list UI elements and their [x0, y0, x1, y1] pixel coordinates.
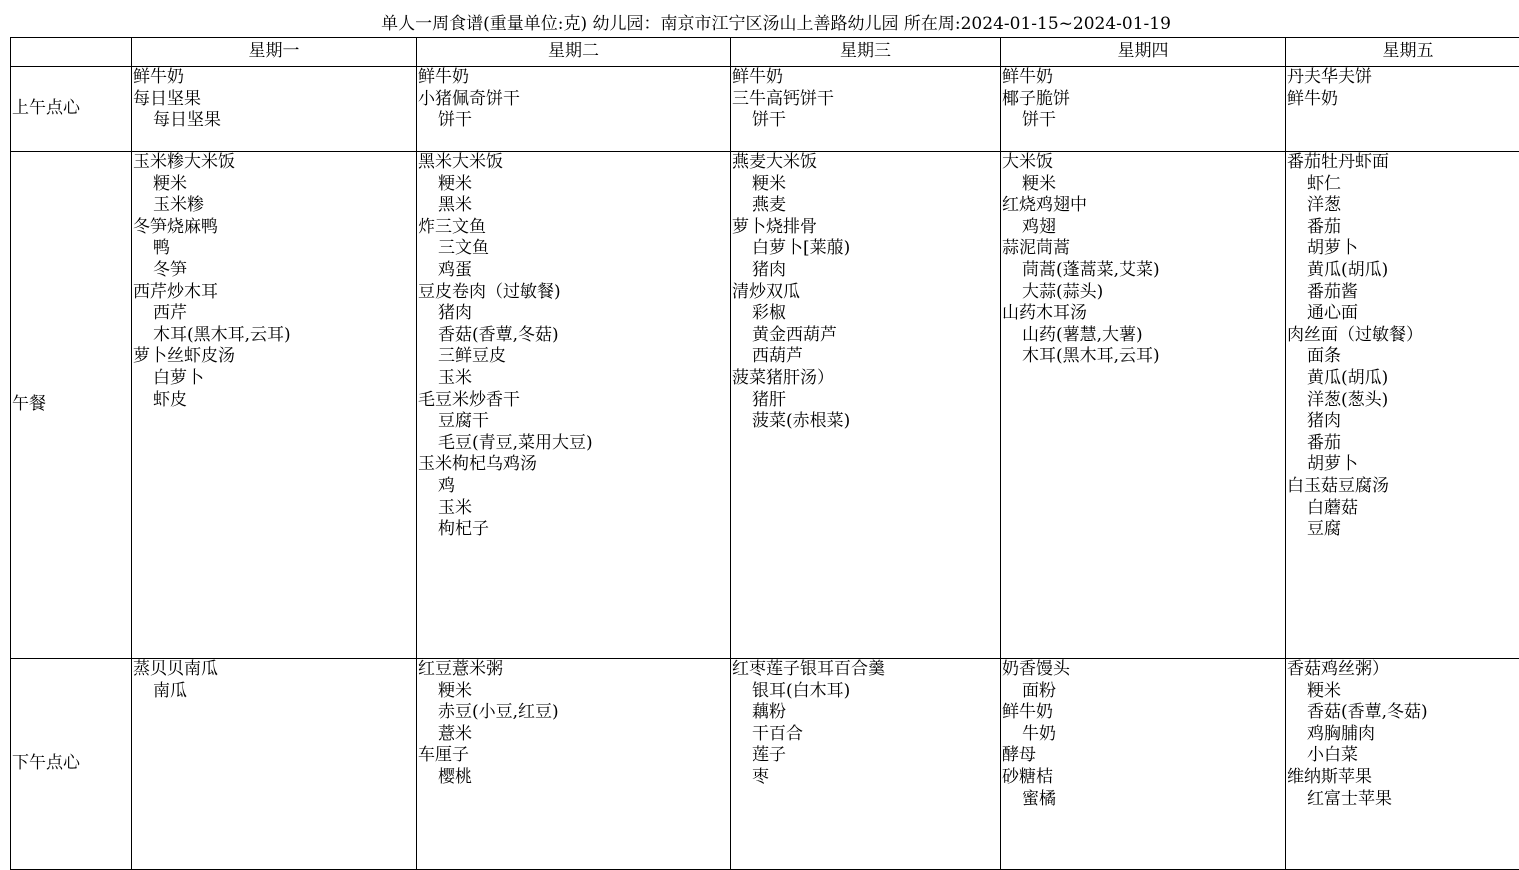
ingredient: 粳米 — [418, 681, 730, 703]
dish-name: 玉米糁大米饭 — [133, 152, 416, 174]
day-header: 星期三 — [731, 38, 1001, 67]
dish-name: 大米饭 — [1002, 152, 1285, 174]
ingredient: 鸭 — [133, 238, 416, 260]
ingredient: 莲子 — [732, 745, 1000, 767]
dish-name: 冬笋烧麻鸭 — [133, 217, 416, 239]
ingredient: 每日坚果 — [133, 110, 416, 132]
dish-name: 炸三文鱼 — [418, 217, 730, 239]
meal-row — [11, 152, 1519, 659]
dish-name: 鲜牛奶 — [1002, 67, 1285, 89]
ingredient: 洋葱(葱头) — [1287, 390, 1519, 412]
ingredient: 面粉 — [1002, 681, 1285, 703]
ingredient: 番茄酱 — [1287, 282, 1519, 304]
ingredient: 粳米 — [732, 174, 1000, 196]
ingredient: 大蒜(蒜头) — [1002, 282, 1285, 304]
day-header: 星期二 — [417, 38, 731, 67]
dish-name: 椰子脆饼 — [1002, 89, 1285, 111]
ingredient: 豆腐 — [1287, 519, 1519, 541]
ingredient: 饼干 — [732, 110, 1000, 132]
dish-name: 鲜牛奶 — [1287, 89, 1519, 111]
dish-name: 菠菜猪肝汤） — [732, 368, 1000, 390]
menu-cell — [1001, 152, 1286, 659]
ingredient: 猪肉 — [732, 260, 1000, 282]
ingredient: 黑米 — [418, 195, 730, 217]
ingredient: 三文鱼 — [418, 238, 730, 260]
ingredient: 饼干 — [418, 110, 730, 132]
ingredient: 菠菜(赤根菜) — [732, 411, 1000, 433]
ingredient: 小白菜 — [1287, 745, 1519, 767]
dish-name: 西芹炒木耳 — [133, 282, 416, 304]
dish-name: 香菇鸡丝粥） — [1287, 659, 1519, 681]
page-title: 单人一周食谱(重量单位:克) 幼儿园：南京市江宁区汤山上善路幼儿园 所在周:2024-01-15~2024-01-19 — [0, 13, 1519, 35]
ingredient: 香菇(香蕈,冬菇) — [418, 325, 730, 347]
day-header: 星期一 — [132, 38, 417, 67]
meal-label: 午餐 — [11, 152, 132, 659]
dish-name: 红烧鸡翅中 — [1002, 195, 1285, 217]
meal-label: 上午点心 — [11, 67, 132, 152]
ingredient: 虾仁 — [1287, 174, 1519, 196]
ingredient: 粳米 — [1287, 681, 1519, 703]
ingredient: 鸡胸脯肉 — [1287, 724, 1519, 746]
day-header: 星期五 — [1286, 38, 1519, 67]
ingredient: 三鲜豆皮 — [418, 346, 730, 368]
menu-table — [10, 37, 1519, 870]
ingredient: 粳米 — [133, 174, 416, 196]
dish-name: 玉米枸杞乌鸡汤 — [418, 454, 730, 476]
day-header: 星期四 — [1001, 38, 1286, 67]
dish-name: 番茄牡丹虾面 — [1287, 152, 1519, 174]
dish-name: 燕麦大米饭 — [732, 152, 1000, 174]
ingredient: 白萝卜[莱菔) — [732, 238, 1000, 260]
dish-name: 三牛高钙饼干 — [732, 89, 1000, 111]
dish-name: 鲜牛奶 — [418, 67, 730, 89]
dish-name: 蒸贝贝南瓜 — [133, 659, 416, 681]
menu-cell — [1286, 67, 1519, 152]
dish-name: 小猪佩奇饼干 — [418, 89, 730, 111]
ingredient: 山药(薯慧,大薯) — [1002, 325, 1285, 347]
menu-cell — [1001, 67, 1286, 152]
ingredient: 胡萝卜 — [1287, 454, 1519, 476]
ingredient: 木耳(黑木耳,云耳) — [1002, 346, 1285, 368]
ingredient: 豆腐干 — [418, 411, 730, 433]
ingredient: 玉米 — [418, 368, 730, 390]
ingredient: 虾皮 — [133, 390, 416, 412]
ingredient: 白萝卜 — [133, 368, 416, 390]
menu-cell — [731, 152, 1001, 659]
ingredient: 玉米 — [418, 498, 730, 520]
dish-name: 红豆薏米粥 — [418, 659, 730, 681]
ingredient: 冬笋 — [133, 260, 416, 282]
ingredient: 蜜橘 — [1002, 789, 1285, 811]
ingredient: 粳米 — [1002, 174, 1285, 196]
corner-cell — [11, 38, 132, 67]
ingredient: 猪肉 — [1287, 411, 1519, 433]
dish-name: 毛豆米炒香干 — [418, 390, 730, 412]
ingredient: 牛奶 — [1002, 724, 1285, 746]
menu-cell — [1286, 152, 1519, 659]
menu-cell — [731, 659, 1001, 870]
ingredient: 彩椒 — [732, 303, 1000, 325]
menu-cell — [417, 67, 731, 152]
ingredient: 黄金西葫芦 — [732, 325, 1000, 347]
ingredient: 薏米 — [418, 724, 730, 746]
menu-cell — [417, 659, 731, 870]
ingredient: 番茄 — [1287, 217, 1519, 239]
ingredient: 枸杞子 — [418, 519, 730, 541]
dish-name: 肉丝面（过敏餐） — [1287, 325, 1519, 347]
dish-name: 每日坚果 — [133, 89, 416, 111]
ingredient: 白蘑菇 — [1287, 498, 1519, 520]
dish-name: 鲜牛奶 — [732, 67, 1000, 89]
dish-name: 维纳斯苹果 — [1287, 767, 1519, 789]
menu-cell — [132, 659, 417, 870]
dish-name: 清炒双瓜 — [732, 282, 1000, 304]
ingredient: 面条 — [1287, 346, 1519, 368]
header-row — [11, 38, 1519, 67]
ingredient: 樱桃 — [418, 767, 730, 789]
ingredient: 银耳(白木耳) — [732, 681, 1000, 703]
dish-name: 黑米大米饭 — [418, 152, 730, 174]
ingredient: 毛豆(青豆,菜用大豆) — [418, 433, 730, 455]
ingredient: 番茄 — [1287, 433, 1519, 455]
dish-name: 奶香馒头 — [1002, 659, 1285, 681]
dish-name: 酵母 — [1002, 745, 1285, 767]
ingredient: 南瓜 — [133, 681, 416, 703]
ingredient: 西芹 — [133, 303, 416, 325]
dish-name: 白玉菇豆腐汤 — [1287, 476, 1519, 498]
menu-cell — [731, 67, 1001, 152]
dish-name: 车厘子 — [418, 745, 730, 767]
ingredient: 玉米糁 — [133, 195, 416, 217]
dish-name: 鲜牛奶 — [1002, 702, 1285, 724]
dish-name: 丹夫华夫饼 — [1287, 67, 1519, 89]
meal-label: 下午点心 — [11, 659, 132, 870]
ingredient: 西葫芦 — [732, 346, 1000, 368]
ingredient: 黄瓜(胡瓜) — [1287, 260, 1519, 282]
dish-name: 砂糖桔 — [1002, 767, 1285, 789]
ingredient: 猪肉 — [418, 303, 730, 325]
dish-name: 豆皮卷肉（过敏餐) — [418, 282, 730, 304]
dish-name: 萝卜烧排骨 — [732, 217, 1000, 239]
ingredient: 猪肝 — [732, 390, 1000, 412]
menu-cell — [1001, 659, 1286, 870]
ingredient: 鸡 — [418, 476, 730, 498]
ingredient: 红富士苹果 — [1287, 789, 1519, 811]
ingredient: 藕粉 — [732, 702, 1000, 724]
dish-name: 鲜牛奶 — [133, 67, 416, 89]
ingredient: 赤豆(小豆,红豆) — [418, 702, 730, 724]
ingredient: 通心面 — [1287, 303, 1519, 325]
dish-name: 山药木耳汤 — [1002, 303, 1285, 325]
ingredient: 木耳(黑木耳,云耳) — [133, 325, 416, 347]
ingredient: 洋葱 — [1287, 195, 1519, 217]
menu-cell — [132, 67, 417, 152]
menu-cell — [417, 152, 731, 659]
menu-cell — [132, 152, 417, 659]
ingredient: 鸡蛋 — [418, 260, 730, 282]
ingredient: 鸡翅 — [1002, 217, 1285, 239]
ingredient: 胡萝卜 — [1287, 238, 1519, 260]
dish-name: 蒜泥茼蒿 — [1002, 238, 1285, 260]
dish-name: 萝卜丝虾皮汤 — [133, 346, 416, 368]
menu-cell — [1286, 659, 1519, 870]
ingredient: 粳米 — [418, 174, 730, 196]
ingredient: 饼干 — [1002, 110, 1285, 132]
ingredient: 枣 — [732, 767, 1000, 789]
ingredient: 黄瓜(胡瓜) — [1287, 368, 1519, 390]
meal-row — [11, 67, 1519, 152]
ingredient: 干百合 — [732, 724, 1000, 746]
ingredient: 燕麦 — [732, 195, 1000, 217]
meal-row — [11, 659, 1519, 870]
ingredient: 香菇(香蕈,冬菇) — [1287, 702, 1519, 724]
ingredient: 茼蒿(蓬蒿菜,艾菜) — [1002, 260, 1285, 282]
dish-name: 红枣莲子银耳百合羹 — [732, 659, 1000, 681]
